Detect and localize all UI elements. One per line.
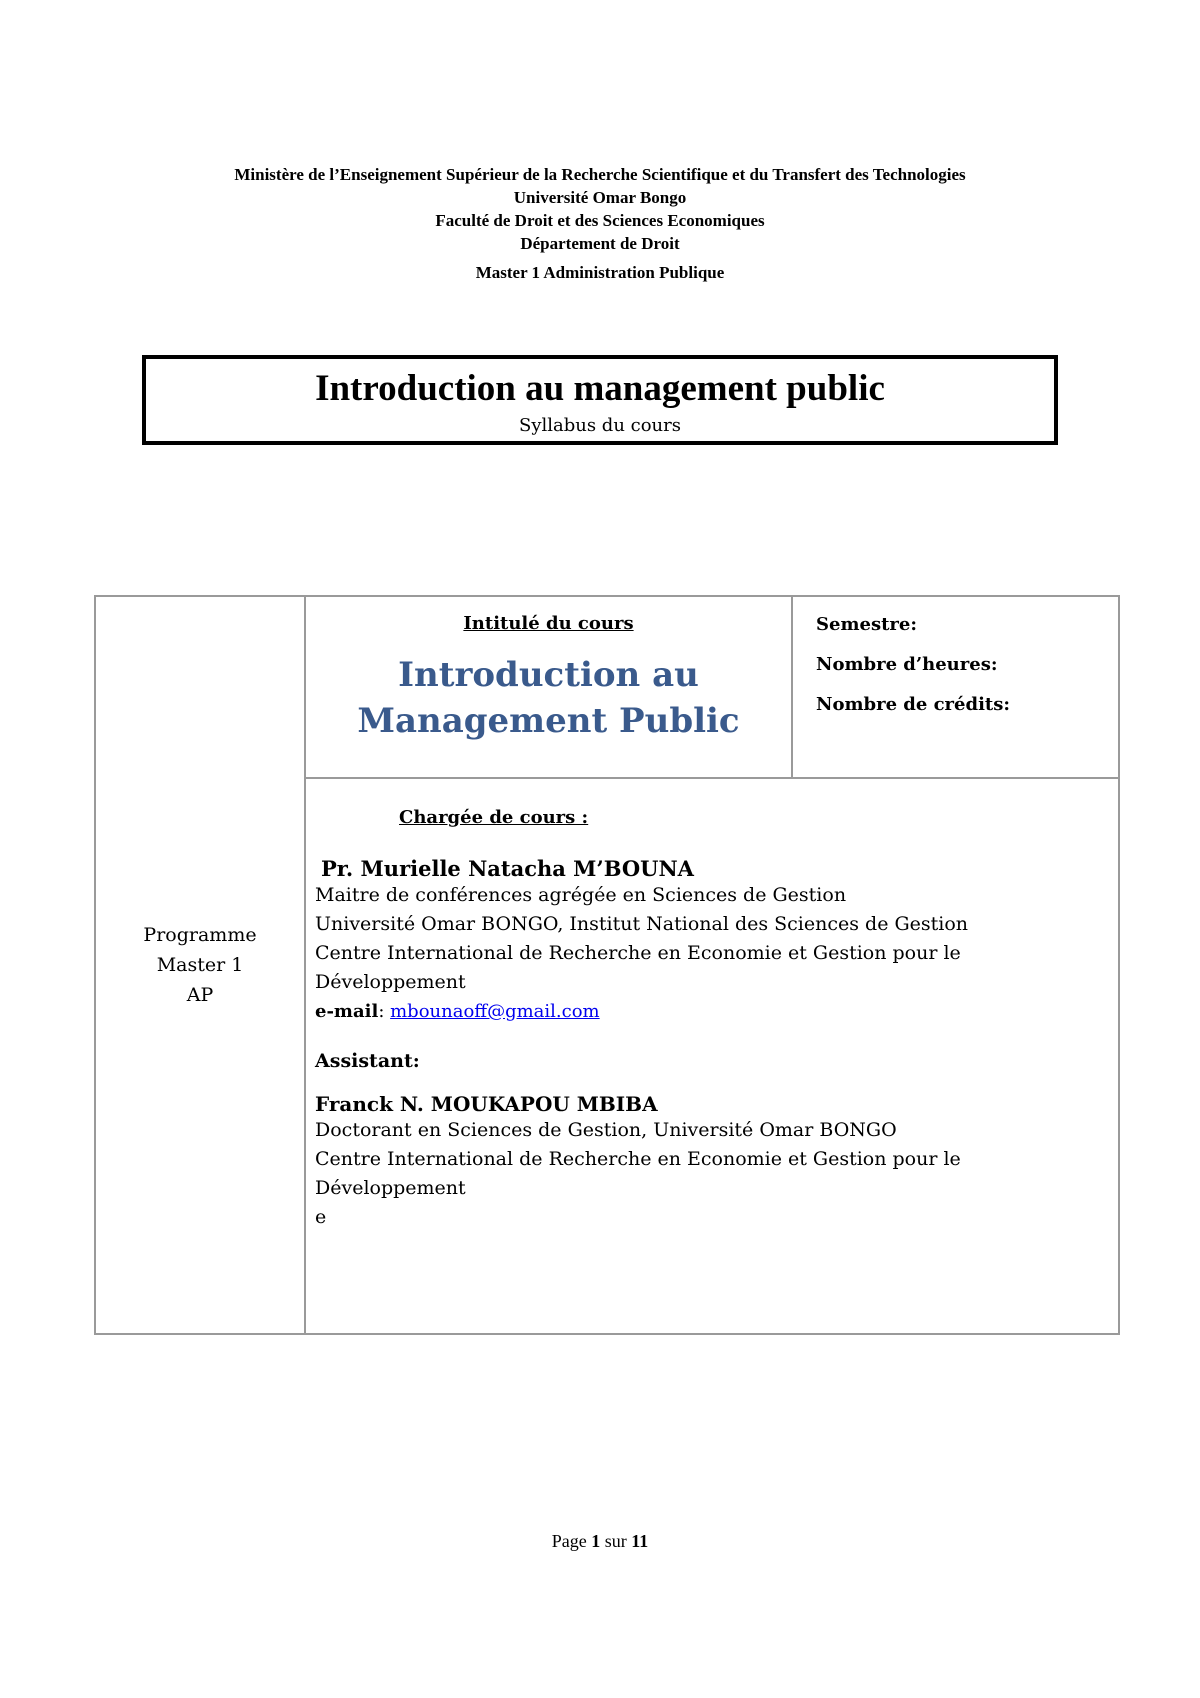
- university-line: Université Omar Bongo: [513, 188, 687, 207]
- credits-label: Nombre de crédits:: [816, 694, 1011, 715]
- page-current: 1: [591, 1531, 601, 1551]
- course-name-line-2: Management Public: [357, 701, 740, 741]
- lecturer-email-line: [315, 997, 1094, 1026]
- course-info-table: [94, 595, 1120, 1335]
- course-name-line-1: Introduction au: [398, 655, 699, 695]
- page-prefix: Page: [551, 1531, 592, 1551]
- ministry-line: Ministère de l’Enseignement Supérieur de la Recherche Scientifique et du Transfert des Technologies: [234, 165, 966, 184]
- program-code: AP: [186, 984, 214, 1006]
- lecturer-title: Maitre de conférences agrégée en Sciences de Gestion: [315, 884, 847, 906]
- staff-cell: [305, 778, 1119, 1334]
- lecturer-centre-cont: Développement: [315, 971, 466, 993]
- document-subtitle: Syllabus du cours: [518, 415, 681, 436]
- document-title: Introduction au management public: [315, 368, 885, 409]
- assistant-label: Assistant:: [315, 1050, 420, 1072]
- email-separator: :: [378, 1001, 391, 1022]
- lecturer-affiliation: Université Omar BONGO, Institut National des Sciences de Gestion: [315, 913, 969, 935]
- program-cell: [95, 596, 305, 1334]
- page-total: 11: [631, 1531, 649, 1551]
- assistant-name: Franck N. MOUKAPOU MBIBA: [315, 1092, 658, 1116]
- department-line: Département de Droit: [520, 234, 680, 253]
- semester-label: Semestre:: [816, 614, 917, 635]
- email-label: e-mail: [315, 1001, 379, 1022]
- program-label: Programme: [143, 924, 257, 946]
- assistant-centre-cont: Développement: [315, 1177, 466, 1199]
- course-name: [306, 652, 791, 744]
- lecturer-email-link[interactable]: mbounaoff@gmail.com: [390, 1001, 600, 1022]
- assistant-email-line: e: [315, 1206, 327, 1228]
- title-box: [142, 355, 1058, 445]
- assistant-centre: Centre International de Recherche en Economie et Gestion pour le: [315, 1148, 961, 1170]
- page-middle: sur: [600, 1531, 632, 1551]
- program-level: Master 1: [156, 954, 244, 976]
- lecturer-centre: Centre International de Recherche en Economie et Gestion pour le: [315, 942, 961, 964]
- assistant-title: Doctorant en Sciences de Gestion, Université Omar BONGO: [315, 1119, 897, 1141]
- faculty-line: Faculté de Droit et des Sciences Economiques: [435, 211, 765, 230]
- document-header: [0, 163, 1200, 284]
- course-meta-cell: [792, 596, 1119, 778]
- lecturer-role-label: Chargée de cours :: [399, 807, 589, 828]
- lecturer-name: Pr. Murielle Natacha M’BOUNA: [321, 856, 694, 881]
- course-title-label: Intitulé du cours: [463, 613, 634, 634]
- course-title-cell: [305, 596, 792, 778]
- program-line: Master 1 Administration Publique: [475, 263, 725, 282]
- hours-label: Nombre d’heures:: [816, 654, 998, 675]
- page-footer: [0, 1531, 1200, 1552]
